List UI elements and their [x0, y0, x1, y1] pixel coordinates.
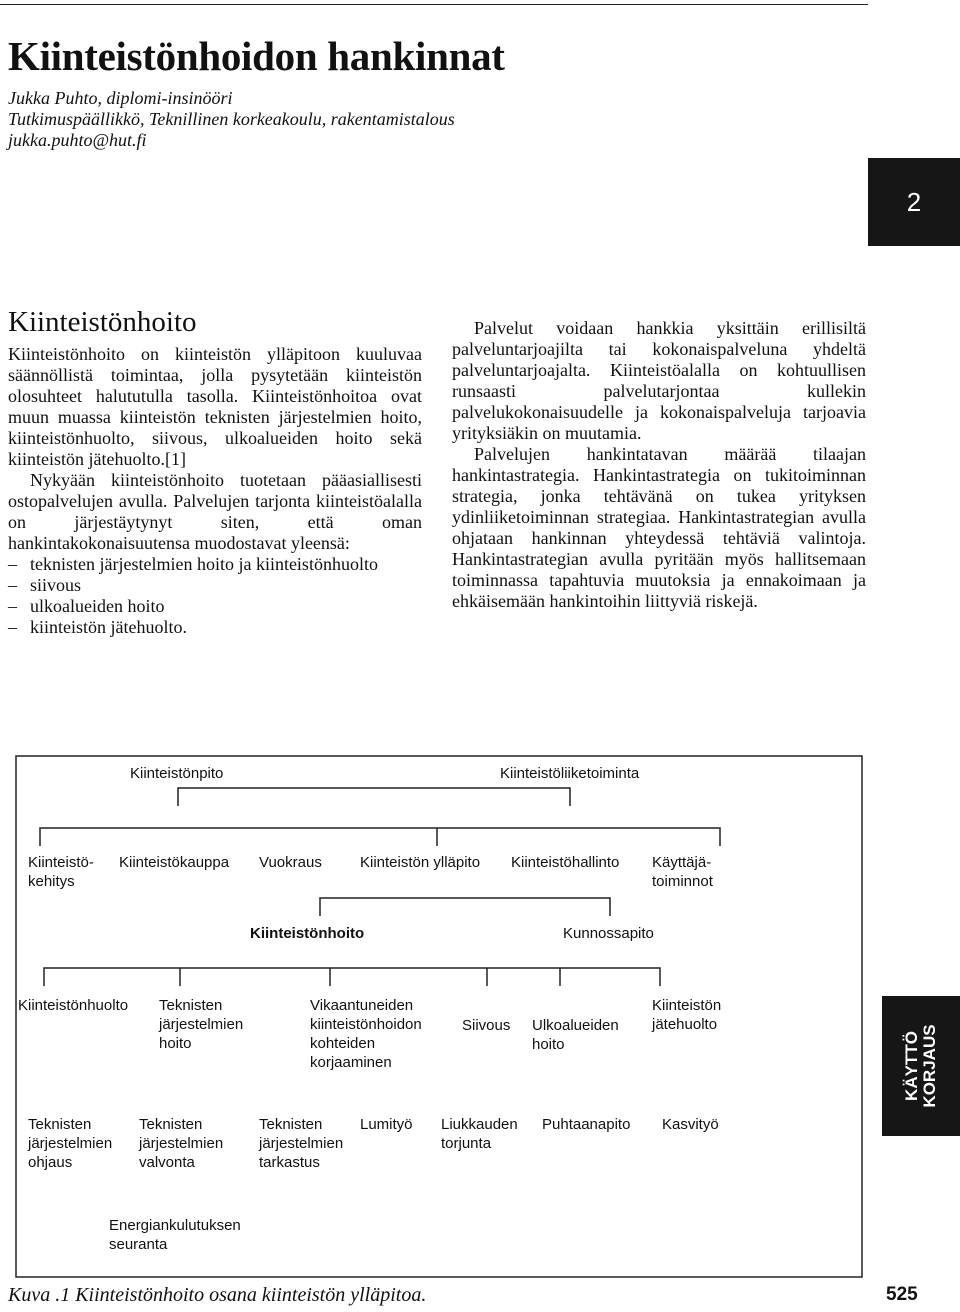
article-title: Kiinteistönhoidon hankinnat	[8, 33, 505, 79]
diagram-node: Energiankulutuksen seuranta	[109, 1217, 241, 1253]
diagram-node: Puhtaanapito	[542, 1116, 631, 1133]
diagram-node-highlighted: Kiinteistönhoito	[250, 925, 365, 942]
diagram-node: Siivous	[462, 1017, 511, 1034]
side-tab-line-2: KORJAUS	[920, 1024, 939, 1108]
connector-level3	[320, 898, 610, 916]
top-rule	[0, 4, 868, 5]
diagram-node: Käyttäjä- toiminnot	[652, 854, 713, 890]
diagram-node: Vikaantuneiden kiinteistönhoidon kohteiden korjaaminen	[310, 997, 422, 1071]
diagram-node: Lumityö	[360, 1116, 413, 1133]
figure-caption: Kuva .1 Kiinteistönhoito osana kiinteistön ylläpitoa.	[8, 1284, 427, 1306]
side-tab-line-1: KÄYTTÖ	[902, 1031, 921, 1101]
paragraph: Kiinteistönhoito on kiinteistön ylläpitoon kuuluvaa säännöllistä toimintaa, jolla pysytetään kiinteistön olosuhteet halututulla tasolla. Kiinteistönhoitoa ovat muun muassa kiinteistön teknisten järjestelmien hoito, kiinteistönhuolto, siivous, ulkoalueiden hoito sekä kiinteistön jätehuolto.[1]	[8, 344, 422, 469]
diagram-node: Teknisten järjestelmien ohjaus	[28, 1116, 113, 1171]
diagram-node: Kunnossapito	[563, 925, 654, 942]
connector-level2	[40, 828, 720, 846]
author-name: Jukka Puhto, diplomi-insinööri	[8, 88, 233, 108]
paragraph: Nykyään kiinteistönhoito tuotetaan pääasiallisesti ostopalvelujen avulla. Palvelujen tarjonta kiinteistöalalla on järjestäytynyt siten, että oman hankintakokonaisuutensa muodostavat yleensä:	[8, 470, 422, 553]
diagram-node: Kiinteistö- kehitys	[28, 854, 94, 890]
diagram-node: Liukkauden torjunta	[441, 1116, 518, 1152]
side-tab-label	[903, 1024, 939, 1107]
diagram-node: Teknisten järjestelmien valvonta	[139, 1116, 224, 1171]
diagram-node: Teknisten järjestelmien tarkastus	[259, 1116, 344, 1171]
right-column	[452, 318, 866, 612]
diagram-node: Ulkoalueiden hoito	[532, 1017, 619, 1053]
diagram-frame	[16, 756, 862, 1277]
diagram-node: Kiinteistökauppa	[119, 854, 230, 871]
paragraph: Palvelujen hankintatavan määrää tilaajan hankintastrategia. Hankintastrategia on tukitoiminnan strategia, jonka tehtävänä on tukea yrityksen ydinliiketoiminnan strategiaa. Hankintastrategian avulla ohjataan hankinnan yhteydessä tehtäviä valintoja. Hankintastrategian avulla pyritään myös hallitsemaan toiminnassa tapahtuvia muutoksia ja ennakoimaan ja ehkäisemään hankintoihin liittyviä riskejä.	[452, 444, 866, 611]
diagram-node: Teknisten järjestelmien hoito	[159, 997, 244, 1052]
page-number: 525	[886, 1284, 918, 1305]
chapter-number: 2	[906, 186, 922, 217]
list-item: – ulkoalueiden hoito	[8, 596, 422, 617]
service-list	[8, 554, 422, 638]
connector-level1	[178, 788, 570, 806]
diagram-node: Vuokraus	[259, 854, 322, 871]
list-item: – teknisten järjestelmien hoito ja kiinteistönhuolto	[8, 554, 422, 575]
diagram-node: Kiinteistönpito	[130, 765, 224, 782]
paragraph: Palvelut voidaan hankkia yksittäin erillisiltä palveluntarjoajilta tai kokonaispalveluna yhdeltä palveluntarjoajalta. Kiinteistöalalla on kohtuullisen runsaasti palvelutarjontaa kullekin palvelukokonaisuudelle ja kokonaispalveluja tarjoavia yrityksiäkin on muutamia.	[452, 318, 866, 443]
section-side-tab	[882, 996, 960, 1136]
list-item: – kiinteistön jätehuolto.	[8, 617, 422, 638]
section-heading: Kiinteistönhoito	[8, 306, 197, 338]
left-column	[8, 344, 422, 638]
connector-level4	[44, 968, 660, 986]
diagram-node: Kiinteistön ylläpito	[360, 854, 481, 871]
diagram-node: Kiinteistön jätehuolto	[652, 997, 722, 1033]
diagram-node: Kasvityö	[662, 1116, 719, 1133]
diagram-node: Kiinteistöliiketoiminta	[500, 765, 640, 782]
author-email: jukka.puhto@hut.fi	[8, 130, 147, 150]
author-byline	[8, 88, 455, 151]
chapter-number-tab	[868, 158, 960, 246]
diagram-node: Kiinteistöhallinto	[511, 854, 620, 871]
author-affiliation: Tutkimuspäällikkö, Teknillinen korkeakoulu, rakentamistalous	[8, 109, 455, 129]
diagram-node: Kiinteistönhuolto	[18, 997, 129, 1014]
list-item: – siivous	[8, 575, 422, 596]
